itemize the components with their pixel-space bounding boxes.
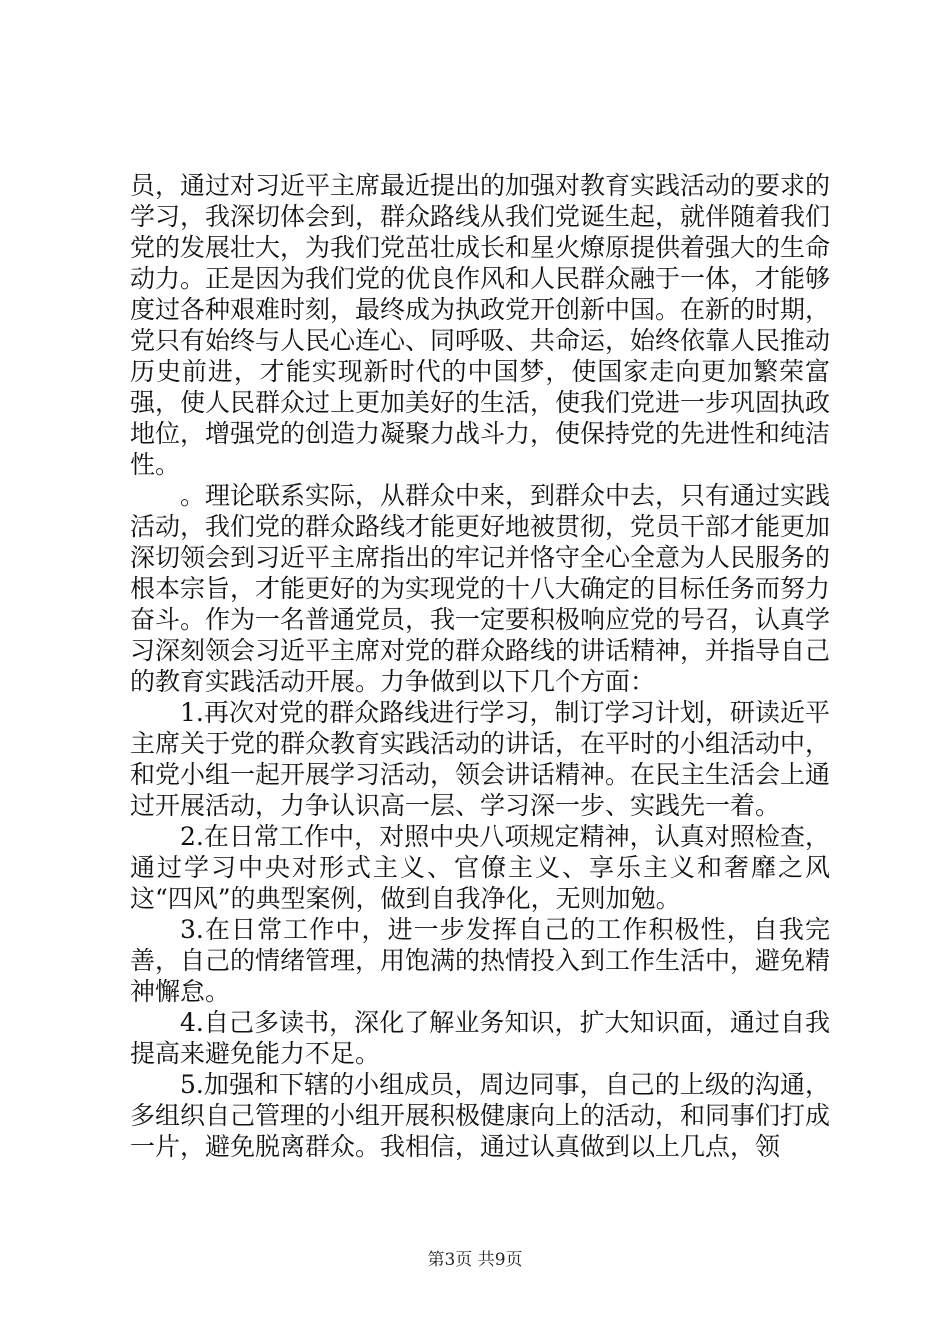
paragraph-continuation: 员，通过对习近平主席最近提出的加强对教育实践活动的要求的学习，我深切体会到，群众路线从我们党诞生起，就伴随着我们党的发展壮大，为我们党茁壮成长和星火燎原提供着强大的生命动力。正是因为我们党的优良作风和人民群众融于一体，才能够度过各种艰难时刻，最终成为执政党开创新中国。在新的时期，党只有始终与人民心连心、同呼吸、共命运，始终依靠人民推动历史前进，才能实现新时代的中国梦，使国家走向更加繁荣富强，使人民群众过上更加美好的生活，使我们党进一步巩固执政地位，增强党的创造力凝聚力战斗力，使保持党的先进性和纯洁性。 xyxy=(130,171,831,479)
paragraph-item-5: 5.加强和下辖的小组成员，周边同事，自己的上级的沟通，多组织自己管理的小组开展积极健康向上的活动，和同事们打成一片，避免脱离群众。我相信，通过认真做到以上几点，领 xyxy=(130,1070,831,1161)
paragraph-item-1: 1.再次对党的群众路线进行学习，制订学习计划，研读近平主席关于党的群众教育实践活动的讲话，在平时的小组活动中，和党小组一起开展学习活动，领会讲话精神。在民主生活会上通过开展活动，力争认识高一层、学习深一步、实践先一着。 xyxy=(130,698,831,820)
paragraph-theory-practice: 。理论联系实际，从群众中来，到群众中去，只有通过实践活动，我们党的群众路线才能更好地被贯彻，党员干部才能更加深切领会到习近平主席指出的牢记并恪守全心全意为人民服务的根本宗旨，才能更好的为实现党的十八大确定的目标任务而努力奋斗。作为一名普通党员，我一定要积极响应党的号召，认真学习深刻领会习近平主席对党的群众路线的讲话精神，并指导自己的教育实践活动开展。力争做到以下几个方面： xyxy=(130,481,831,696)
paragraph-item-4: 4.自己多读书，深化了解业务知识，扩大知识面，通过自我提高来避免能力不足。 xyxy=(130,1008,830,1068)
document-body xyxy=(130,170,830,1162)
paragraph-item-3: 3.在日常工作中，进一步发挥自己的工作积极性，自我完善，自己的情绪管理，用饱满的热情投入到工作生活中，避免精神懈怠。 xyxy=(130,915,831,1006)
paragraph-item-2: 2.在日常工作中，对照中央八项规定精神，认真对照检查，通过学习中央对形式主义、官僚主义、享乐主义和奢靡之风这“四风”的典型案例，做到自我净化，无则加勉。 xyxy=(130,822,830,913)
page-number-footer: 第3页 共9页 xyxy=(427,1250,523,1270)
